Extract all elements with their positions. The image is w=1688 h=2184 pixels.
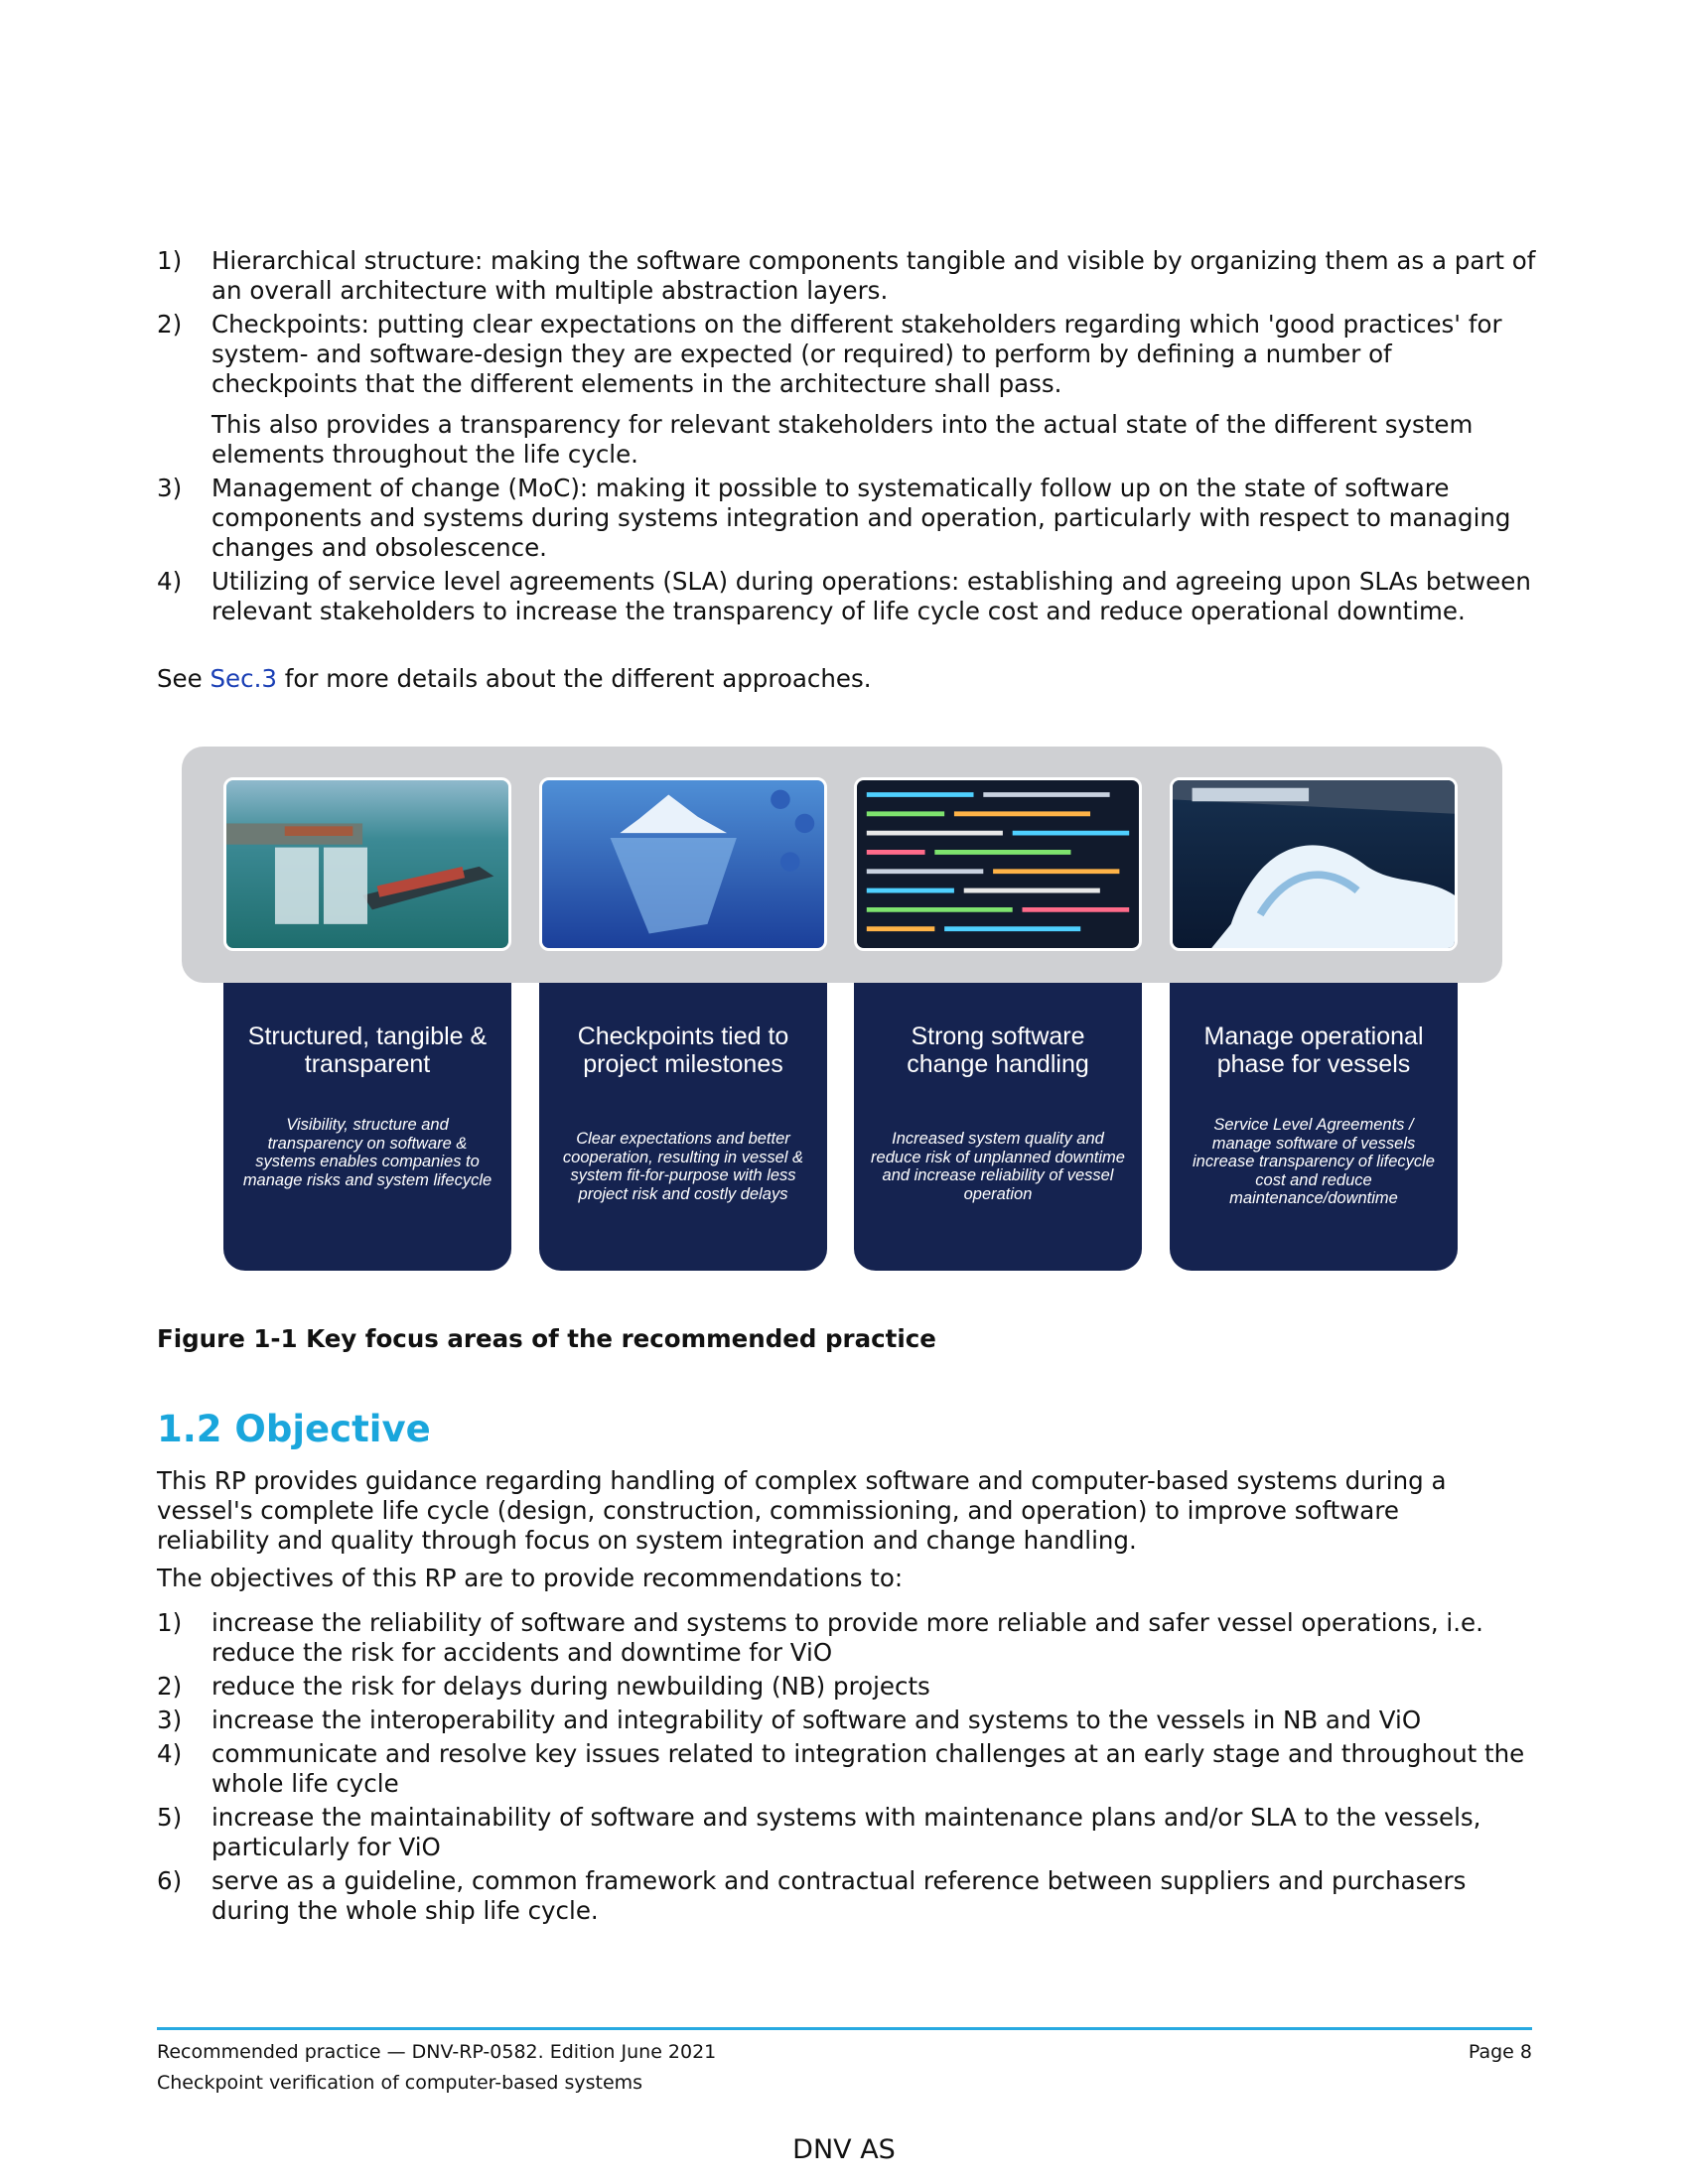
publisher-name: DNV AS [792, 2134, 896, 2165]
list-text: Management of change (MoC): making it possible to systematically follow up on the state of software components and systems during systems integration and operation, particularly with respect to managing changes and obsolescence. [211, 474, 1511, 562]
list-text: increase the maintainability of software and systems with maintenance plans and/or SLA to the vessels, particularly for ViO [211, 1803, 1481, 1861]
card-title: Strong software change handling [907, 1023, 1089, 1078]
code-screen-image [854, 777, 1142, 951]
objectives-list [157, 1608, 1537, 1930]
list-text: communicate and resolve key issues related to integration challenges at an early stage and throughout the whole life cycle [211, 1739, 1525, 1798]
figure-caption: Figure 1-1 Key focus areas of the recommended practice [157, 1324, 936, 1353]
list-number: 3) [157, 474, 183, 502]
section-heading: 1.2 Objective [157, 1408, 431, 1450]
list-item [157, 1672, 1537, 1702]
card-description: Service Level Agreements / manage software of vessels increase transparency of lifecycle cost and reduce maintenance/downtime [1193, 1116, 1435, 1207]
footer-divider [157, 2027, 1532, 2030]
port-ship-image [223, 777, 511, 951]
card-description: Visibility, structure and transparency on software & systems enables companies to manage risks and system lifecycle [242, 1116, 492, 1189]
list-text: Hierarchical structure: making the software components tangible and visible by organizing them as a part of an overall architecture with multiple abstraction layers. [211, 246, 1536, 305]
list-item [157, 1803, 1537, 1862]
list-text: increase the reliability of software and systems to provide more reliable and safer vessel operations, i.e. reduce the risk for accidents and downtime for ViO [211, 1608, 1483, 1667]
list-item [157, 474, 1537, 563]
list-text: Utilizing of service level agreements (SLA) during operations: establishing and agreeing upon SLAs between relevant stakeholders to increase the transparency of life cycle cost and reduce operational downtime. [211, 567, 1531, 625]
vessel-wave-image [1170, 777, 1458, 951]
list-item [157, 1739, 1537, 1799]
intro-list [157, 246, 1537, 630]
objective-paragraph: This RP provides guidance regarding handling of complex software and computer-based systems during a vessel's complete life cycle (design, construction, commissioning, and operation) to improve software reliability and quality through focus on system integration and change handling. [157, 1466, 1447, 1555]
list-text: serve as a guideline, common framework and contractual reference between suppliers and purchasers during the whole ship life cycle. [211, 1866, 1467, 1925]
list-item [157, 310, 1537, 470]
list-item [157, 567, 1537, 626]
card-title: Structured, tangible & transparent [247, 1023, 488, 1078]
focus-card-checkpoints [539, 983, 827, 1271]
list-number: 4) [157, 567, 183, 596]
list-item [157, 1608, 1537, 1668]
list-number: 1) [157, 1608, 183, 1637]
list-number: 6) [157, 1866, 183, 1895]
list-number: 1) [157, 246, 183, 275]
footer-document-title: Recommended practice — DNV-RP-0582. Edition June 2021 [157, 2041, 717, 2063]
list-extra-text: This also provides a transparency for relevant stakeholders into the actual state of the different system elements throughout the life cycle. [211, 410, 1474, 469]
focus-card-change-handling [854, 983, 1142, 1271]
list-number: 2) [157, 310, 183, 339]
list-item [157, 1706, 1537, 1735]
objective-intro: The objectives of this RP are to provide recommendations to: [157, 1564, 904, 1592]
page-number: Page 8 [1468, 2041, 1532, 2063]
list-text: reduce the risk for delays during newbuilding (NB) projects [211, 1672, 930, 1701]
list-number: 5) [157, 1803, 183, 1832]
list-number: 3) [157, 1706, 183, 1734]
focus-card-operational-phase [1170, 983, 1458, 1271]
list-text: increase the interoperability and integrability of software and systems to the vessels in NB and ViO [211, 1706, 1422, 1734]
card-description: Clear expectations and better cooperation, resulting in vessel & system fit-for-purpose with less project risk and costly delays [562, 1130, 804, 1203]
list-item [157, 246, 1537, 306]
footer-info [157, 2037, 716, 2099]
footer-document-subtitle: Checkpoint verification of computer-based systems [157, 2072, 643, 2094]
focus-card-structured [223, 983, 511, 1271]
sec3-link[interactable]: Sec.3 [210, 664, 277, 693]
list-item [157, 1866, 1537, 1926]
list-number: 4) [157, 1739, 183, 1768]
card-title: Checkpoints tied to project milestones [577, 1023, 789, 1078]
list-number: 2) [157, 1672, 183, 1701]
card-description: Increased system quality and reduce risk of unplanned downtime and increase reliability of vessel operation [871, 1130, 1125, 1203]
see-section-line: See Sec.3 for more details about the different approaches. [157, 664, 872, 693]
iceberg-image [539, 777, 827, 951]
card-title: Manage operational phase for vessels [1203, 1023, 1424, 1078]
list-text: Checkpoints: putting clear expectations on the different stakeholders regarding which 'good practices' for system- and software-design they are expected (or required) to perform by defining a number of checkpoints that the different elements in the architecture shall pass. [211, 310, 1502, 398]
